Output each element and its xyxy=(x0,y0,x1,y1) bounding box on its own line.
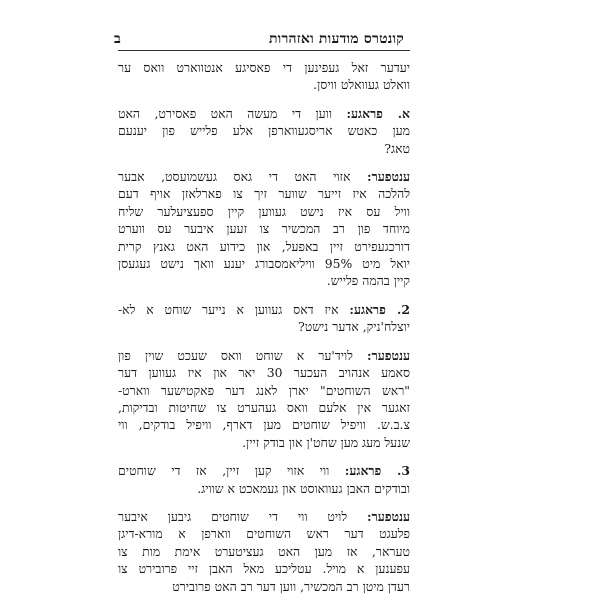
paragraph xyxy=(118,462,410,497)
text-line: עפענען א מויל. עטליכע מאל האבן זיי פרובירט צו xyxy=(118,561,410,577)
text-line: וואלט געוואלט וויסן. xyxy=(313,77,410,93)
paragraph xyxy=(118,168,410,290)
text-line: ענטפער: לויד'ער א שוחט וואס שעכט שוין פון xyxy=(118,347,410,363)
text-line: וויל עס איז נישט געווען קיין ספעציעלער שליח xyxy=(118,203,410,219)
text-line: טאג? xyxy=(384,140,410,156)
text-line: יוצלח'ניק, אדער נישט? xyxy=(298,319,410,335)
text-line: סאמע אנהויב העכער 30 יאר און איז געווען דער xyxy=(118,365,410,381)
paragraph xyxy=(118,105,410,157)
text-line: זאגער אין אלעם וואס געהערט צו שחיטות ובדיקות, xyxy=(118,399,410,415)
text-line: א. פראגע: ווען די מעשה האט פאסירט, האט xyxy=(118,105,410,121)
text-line: קיין בהמה פלייש. xyxy=(326,273,410,289)
text-line: יעדער זאל געפינען די פאסיגע אנטווארט וואס ער xyxy=(118,60,410,75)
paragraph xyxy=(118,301,410,336)
qa-label: ענטפער: xyxy=(367,169,410,185)
text-line: דורכגעפירט זיין באפעל, און כידוע האט גאנץ קרית xyxy=(118,238,410,254)
qa-label: א. פראגע: xyxy=(346,105,410,121)
document-page xyxy=(114,28,410,606)
text-line: להלכה איז זייער שווער זיך צו פארלאזן אויף דעם xyxy=(118,186,410,202)
qa-label: 3. פראגע: xyxy=(344,463,410,479)
text-line: רעדן מיטן רב המכשיר, ווען דער רב האט פרובירט xyxy=(172,578,410,594)
paragraph xyxy=(118,508,410,595)
qa-label: ענטפער: xyxy=(367,508,410,524)
qa-label: 2. פראגע: xyxy=(349,301,410,317)
text-line: 3. פראגע: ווי אזוי קען זיין, אז די שוחטים xyxy=(118,463,410,479)
qa-label: ענטפער: xyxy=(367,347,410,363)
text-line: 2. פראגע: איז דאס געווען א נייער שוחט א לא- xyxy=(118,301,410,317)
text-line: ענטפער: לויט ווי די שוחטים גיבען איבער xyxy=(118,508,410,524)
text-line: מיוחד פון רב המכשיר צו זעען איבער עס ווערט xyxy=(118,221,410,237)
text-line: יואל מיט 95% וויליאמסבורג יענע וואך נישט געגעסן xyxy=(118,256,410,272)
text-line: "ראש השוחטים" יארן לאנג דער פאקטישער ווארט- xyxy=(118,382,410,398)
running-title: קונטרס מודעות ואזהרות xyxy=(268,31,404,47)
text-line: טעראר, אז מען האט געציטערט אימת מות צו xyxy=(118,543,410,559)
paragraph xyxy=(118,347,410,451)
text-line: צ.ב.ש. וויפיל שוחטים מען דארף, וויפיל בודקים, ווי xyxy=(118,417,410,433)
text-line: מען כאטש אריסגעווארפן אלע פלייש פון יענעם xyxy=(118,123,410,139)
body-text xyxy=(118,59,410,595)
text-line: שנעל מעג מען שחט'ן און בודק זיין. xyxy=(242,434,410,450)
page-number: ב xyxy=(114,31,121,47)
text-line: פלעגט דער ראש השוחטים ווארפן א מורא-דיגן xyxy=(118,526,410,542)
paragraph xyxy=(118,59,410,94)
text-line: ובודקים האבן געוואוסט און געמאכט א שוויג. xyxy=(197,480,410,496)
text-line: ענטפער: אזוי האט די גאס געשמועסט, אבער xyxy=(118,169,410,185)
page-header xyxy=(114,28,410,51)
